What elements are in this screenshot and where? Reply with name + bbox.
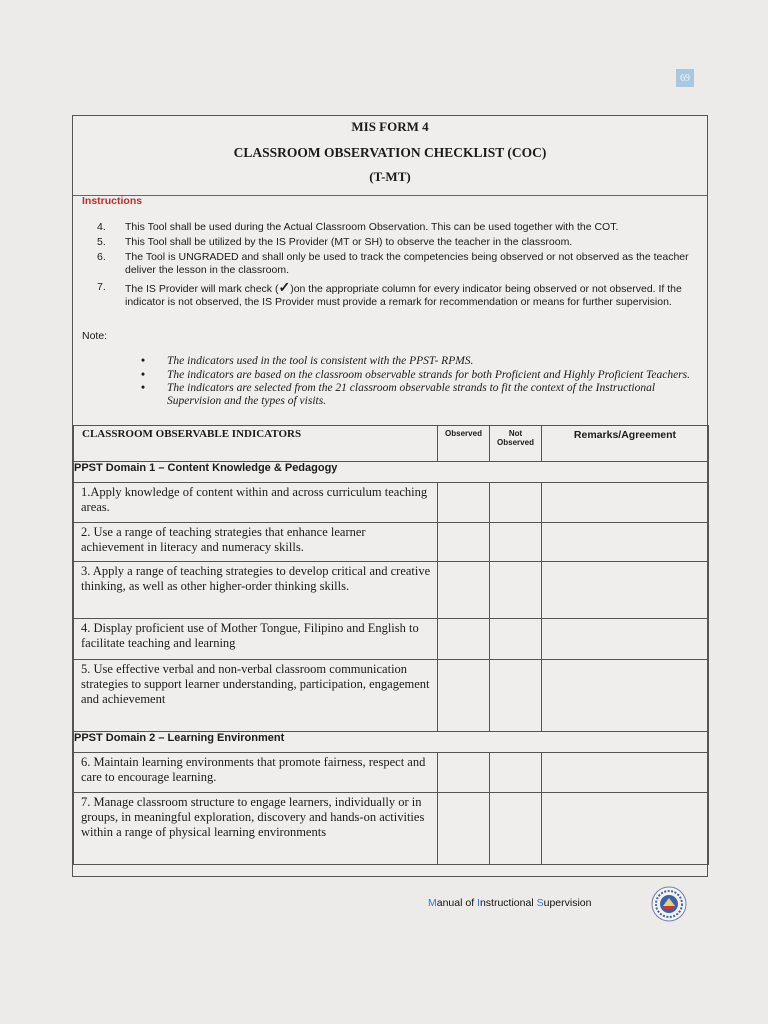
observed-cell[interactable] [438, 523, 490, 562]
instruction-text: This Tool shall be used during the Actual Classroom Observation. This can be used together with the COT. [125, 221, 619, 233]
instruction-number: 6. [97, 251, 106, 263]
table-row [74, 562, 709, 619]
instructions-label: Instructions [82, 195, 143, 207]
remarks-cell[interactable] [542, 660, 709, 732]
bullet-icon: • [141, 382, 146, 394]
instruction-text-after: )on the appropriate column for every indicator being observed or not observed. If the indicator is not observed, the IS Provider must provide a remark for recommendation or means for further supervision. [125, 283, 682, 308]
table-row [74, 483, 709, 523]
check-mark-icon: ✓ [278, 279, 291, 295]
table-row [74, 619, 709, 660]
form-container [72, 115, 708, 877]
footer-manual-title [428, 897, 591, 909]
table-row [74, 793, 709, 865]
observed-cell[interactable] [438, 619, 490, 660]
note-label: Note: [82, 330, 108, 342]
instructions-list [97, 221, 697, 311]
form-header [73, 116, 707, 196]
indicator-text: 4. Display proficient use of Mother Tongue, Filipino and English to facilitate teaching and learning [74, 619, 438, 660]
remarks-cell[interactable] [542, 483, 709, 523]
observed-cell[interactable] [438, 562, 490, 619]
not-observed-cell[interactable] [490, 660, 542, 732]
table-row [74, 523, 709, 562]
not-observed-cell[interactable] [490, 793, 542, 865]
indicator-text: 5. Use effective verbal and non-verbal classroom communication strategies to support learner understanding, participation, engagement and achievement [74, 660, 438, 732]
footer-cap-m: M [428, 897, 437, 909]
page-number: 69 [676, 69, 694, 87]
instruction-number: 5. [97, 236, 106, 248]
note-text: The indicators are based on the classroom observable strands for both Proficient and Highly Proficient Teachers. [167, 368, 690, 381]
footer-word-3: upervision [543, 897, 592, 909]
footer-cap-i: I [477, 897, 480, 909]
note-item [141, 382, 701, 407]
note-text: The indicators used in the tool is consistent with the PPST- RPMS. [167, 355, 474, 367]
header-observed: Observed [438, 426, 490, 462]
observed-cell[interactable] [438, 753, 490, 793]
observed-cell[interactable] [438, 483, 490, 523]
instruction-text-before: The IS Provider will mark check ( [125, 283, 279, 295]
indicator-text: 3. Apply a range of teaching strategies to develop critical and creative thinking, as well as other higher-order thinking skills. [74, 562, 438, 619]
bullet-icon: • [141, 355, 146, 367]
table-header-row [74, 426, 709, 462]
indicator-text: 6. Maintain learning environments that promote fairness, respect and care to encourage learning. [74, 753, 438, 793]
instruction-item [97, 281, 697, 309]
remarks-cell[interactable] [542, 619, 709, 660]
not-observed-cell[interactable] [490, 753, 542, 793]
notes-list [141, 355, 701, 408]
table-row [74, 660, 709, 732]
domain-2-title: PPST Domain 2 – Learning Environment [74, 732, 709, 753]
observed-cell[interactable] [438, 793, 490, 865]
instruction-number: 4. [97, 221, 106, 233]
indicator-text: 1.Apply knowledge of content within and across curriculum teaching areas. [74, 483, 438, 523]
footer-word-2: nstructional [479, 897, 537, 909]
instruction-text: This Tool shall be utilized by the IS Provider (MT or SH) to observe the teacher in the classroom. [125, 236, 573, 248]
form-subtitle: (T-MT) [369, 169, 411, 184]
indicator-text: 7. Manage classroom structure to engage learners, individually or in groups, in meaningful exploration, discovery and hands-on activities within a range of physical learning environments [74, 793, 438, 865]
not-observed-cell[interactable] [490, 483, 542, 523]
remarks-cell[interactable] [542, 753, 709, 793]
indicators-table [73, 425, 709, 865]
note-item [141, 369, 701, 382]
footer-word-1: anual of [436, 897, 478, 909]
instruction-item [97, 251, 697, 277]
header-not-observed: Not Observed [490, 426, 542, 462]
instruction-text [125, 281, 697, 309]
header-remarks: Remarks/Agreement [542, 426, 709, 462]
remarks-cell[interactable] [542, 793, 709, 865]
domain-row [74, 462, 709, 483]
note-item [141, 355, 701, 368]
header-indicators: CLASSROOM OBSERVABLE INDICATORS [74, 426, 438, 462]
instruction-number: 7. [97, 281, 106, 293]
note-text: The indicators are selected from the 21 classroom observable strands to fit the context of the Instructional Supervision and the types of visits. [167, 382, 656, 407]
form-title: CLASSROOM OBSERVATION CHECKLIST (COC) [233, 145, 547, 160]
not-observed-cell[interactable] [490, 523, 542, 562]
observed-cell[interactable] [438, 660, 490, 732]
bullet-icon: • [141, 368, 146, 381]
instruction-item [97, 236, 697, 249]
footer-cap-s: S [536, 897, 544, 909]
indicator-text: 2. Use a range of teaching strategies that enhance learner achievement in literacy and numeracy skills. [74, 523, 438, 562]
deped-seal-icon [651, 886, 687, 922]
not-observed-cell[interactable] [490, 562, 542, 619]
remarks-cell[interactable] [542, 523, 709, 562]
instruction-text: The Tool is UNGRADED and shall only be used to track the competencies being observed or not observed as the teacher deliver the lesson in the classroom. [125, 251, 689, 276]
instruction-item [97, 221, 697, 234]
domain-row [74, 732, 709, 753]
remarks-cell[interactable] [542, 562, 709, 619]
not-observed-cell[interactable] [490, 619, 542, 660]
form-number: MIS FORM 4 [351, 119, 429, 134]
domain-1-title: PPST Domain 1 – Content Knowledge & Pedagogy [74, 462, 709, 483]
table-row [74, 753, 709, 793]
